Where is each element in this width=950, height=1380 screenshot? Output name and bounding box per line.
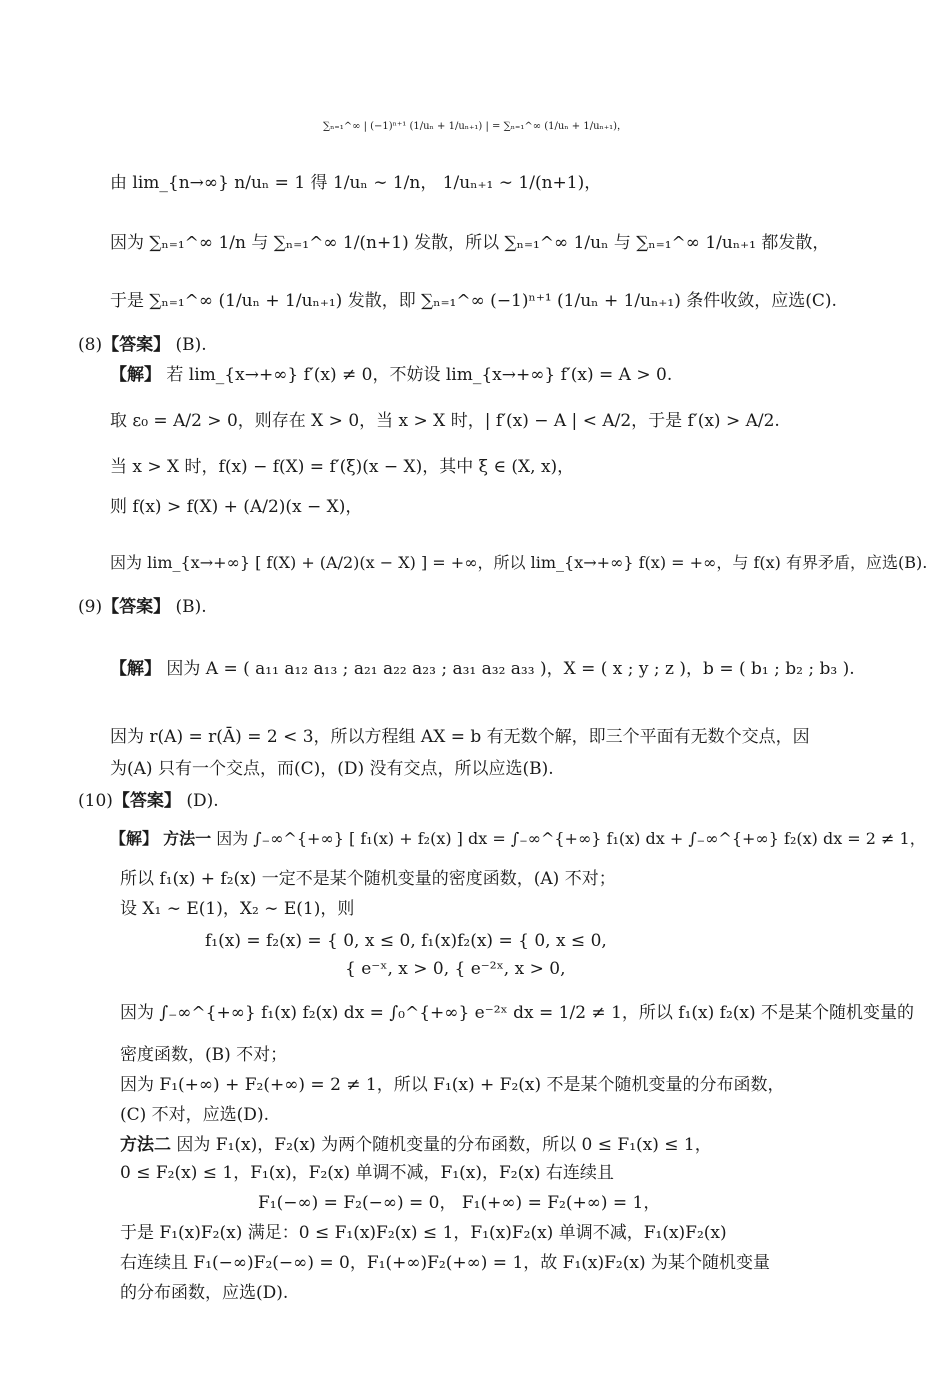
- q10-line-11: F₁(−∞) = F₂(−∞) = 0， F₁(+∞) = F₂(+∞) = 1，: [258, 1193, 661, 1213]
- q10-number: (10): [78, 791, 113, 811]
- q10-answer: (D).: [186, 791, 219, 811]
- q9-answer: (B).: [175, 597, 207, 617]
- q10-line-10: 0 ≤ F₂(x) ≤ 1，F₁(x)，F₂(x) 单调不减，F₁(x)，F₂(x) 右连续且: [120, 1163, 614, 1183]
- q10-line-6: 密度函数，(B) 不对；: [120, 1045, 288, 1065]
- q10-line-13: 右连续且 F₁(−∞)F₂(−∞) = 0，F₁(+∞)F₂(+∞) = 1，故 F₁(x)F₂(x) 为某个随机变量: [120, 1253, 770, 1273]
- q8-number: (8): [78, 335, 103, 355]
- q9-line-2: 因为 r(A) = r(Ā) = 2 < 3，所以方程组 AX = b 有无数个解，即三个平面有无数个交点，因: [110, 727, 810, 747]
- q10-method-2: 方法二: [120, 1135, 171, 1155]
- q10-solution-tag: 【解】: [110, 829, 159, 848]
- q10-line-5: 因为 ∫₋∞^{+∞} f₁(x) f₂(x) dx = ∫₀^{+∞} e⁻²ˣ dx = 1/2 ≠ 1，所以 f₁(x) f₂(x) 不是某个随机变量的: [120, 1003, 915, 1023]
- q10-text-9: 因为 F₁(x)，F₂(x) 为两个随机变量的分布函数，所以 0 ≤ F₁(x) ≤ 1，: [176, 1135, 712, 1155]
- q10-line-4a: f₁(x) = f₂(x) = { 0, x ≤ 0, f₁(x)f₂(x) = { 0, x ≤ 0,: [205, 931, 607, 951]
- q10-line-8: (C) 不对，应选(D).: [120, 1105, 269, 1125]
- q9-text-1: 因为 A = ( a₁₁ a₁₂ a₁₃ ; a₂₁ a₂₂ a₂₃ ; a₃₁ a₃₂ a₃₃ )，X = ( x ; y ; z )，b = ( b₁ ; b₂ ; b₃ ).: [166, 659, 855, 679]
- q10-method-2-line: [120, 1134, 712, 1156]
- q8-answer-line: [78, 334, 207, 356]
- q8-line-5: 因为 lim_{x→+∞} [ f(X) + (A/2)(x − X) ] = +∞，所以 lim_{x→+∞} f(x) = +∞，与 f(x) 有界矛盾，应选(B).: [110, 553, 928, 572]
- q8-line-3: 当 x > X 时，f(x) − f(X) = f′(ξ)(x − X)，其中 ξ ∈ (X, x)，: [110, 457, 575, 477]
- q10-method-1: 方法一: [163, 829, 212, 848]
- q8-line-2: 取 ε₀ = A/2 > 0，则存在 X > 0，当 x > X 时，| f′(x) − A | < A/2，于是 f′(x) > A/2.: [110, 411, 780, 431]
- q9-answer-line: [78, 596, 207, 618]
- q9-solution-tag: 【解】: [110, 659, 161, 679]
- q8-text-1: 若 lim_{x→+∞} f′(x) ≠ 0，不妨设 lim_{x→+∞} f′(x) = A > 0.: [166, 365, 673, 385]
- q8-line-4: 则 f(x) > f(X) + (A/2)(x − X)，: [110, 497, 363, 517]
- q9-solution-line-1: [110, 658, 855, 680]
- q8-answer: (B).: [175, 335, 207, 355]
- q9-number: (9): [78, 597, 103, 617]
- q8-solution-tag: 【解】: [110, 365, 161, 385]
- q10-answer-line: [78, 790, 219, 812]
- q7-line-1: ∑ₙ₌₁^∞ | (−1)ⁿ⁺¹ (1/uₙ + 1/uₙ₊₁) | = ∑ₙ₌₁^∞ (1/uₙ + 1/uₙ₊₁)，: [322, 121, 628, 132]
- q10-line-4b: { e⁻ˣ, x > 0, { e⁻²ˣ, x > 0,: [345, 959, 566, 979]
- q9-answer-tag: 【答案】: [102, 597, 171, 617]
- q10-line-3: 设 X₁ ∼ E(1)，X₂ ∼ E(1)，则: [120, 899, 355, 919]
- q10-line-7: 因为 F₁(+∞) + F₂(+∞) = 2 ≠ 1，所以 F₁(x) + F₂(x) 不是某个随机变量的分布函数，: [120, 1075, 785, 1095]
- q8-answer-tag: 【答案】: [102, 335, 171, 355]
- q7-line-2: 由 lim_{n→∞} n/uₙ = 1 得 1/uₙ ∼ 1/n， 1/uₙ₊₁ ∼ 1/(n+1)，: [110, 173, 602, 193]
- q9-line-3: 为(A) 只有一个交点，而(C)，(D) 没有交点，所以应选(B).: [110, 759, 554, 779]
- q10-line-12: 于是 F₁(x)F₂(x) 满足：0 ≤ F₁(x)F₂(x) ≤ 1，F₁(x)F₂(x) 单调不减，F₁(x)F₂(x): [120, 1223, 727, 1243]
- q7-line-3: 因为 ∑ₙ₌₁^∞ 1/n 与 ∑ₙ₌₁^∞ 1/(n+1) 发散，所以 ∑ₙ₌₁^∞ 1/uₙ 与 ∑ₙ₌₁^∞ 1/uₙ₊₁ 都发散，: [110, 233, 830, 253]
- q10-solution-line-1: [110, 828, 926, 850]
- q10-line-2: 所以 f₁(x) + f₂(x) 一定不是某个随机变量的密度函数，(A) 不对；: [120, 869, 616, 889]
- q10-answer-tag: 【答案】: [112, 791, 181, 811]
- q10-text-1: 因为 ∫₋∞^{+∞} [ f₁(x) + f₂(x) ] dx = ∫₋∞^{+∞} f₁(x) dx + ∫₋∞^{+∞} f₂(x) dx = 2 ≠ 1，: [216, 829, 926, 848]
- q8-solution-line-1: [110, 364, 672, 386]
- q10-line-14: 的分布函数，应选(D).: [120, 1283, 289, 1303]
- q7-line-4: 于是 ∑ₙ₌₁^∞ (1/uₙ + 1/uₙ₊₁) 发散，即 ∑ₙ₌₁^∞ (−1)ⁿ⁺¹ (1/uₙ + 1/uₙ₊₁) 条件收敛，应选(C).: [110, 291, 837, 311]
